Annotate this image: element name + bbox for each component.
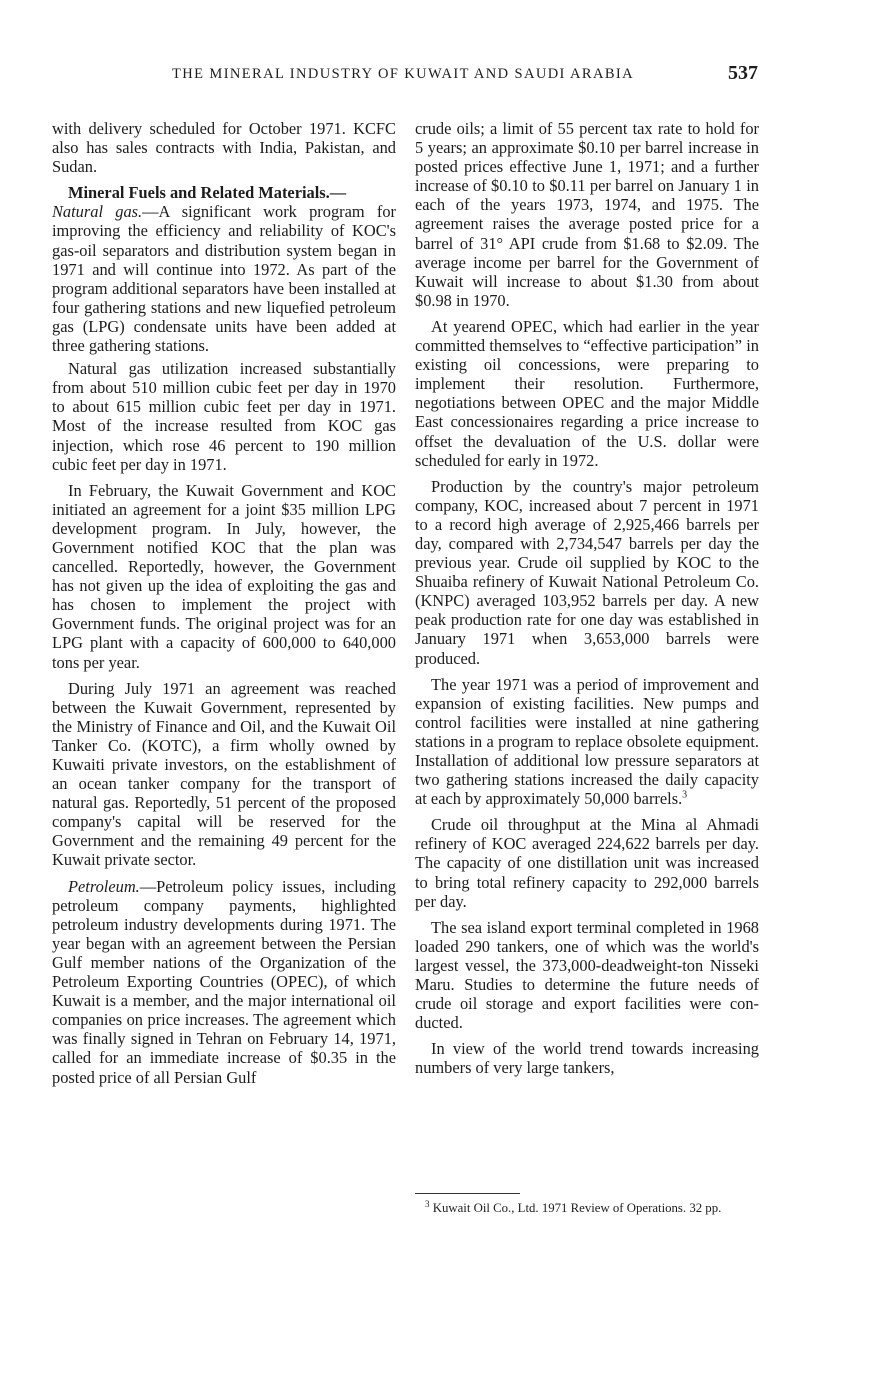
paragraph: with delivery scheduled for October 1971. KCFC also has sales contracts with India, Pakistan, and Sudan. xyxy=(52,119,396,177)
paragraph: Crude oil throughput at the Mina al Ahmadi refinery of KOC averaged 224,622 barrels per day. The capacity of one distillation unit was increased to bring total refinery capacity to 292,000 barrels per day. xyxy=(415,815,759,911)
running-header xyxy=(0,58,875,94)
paragraph: In February, the Kuwait Government and KOC initiated an agreement for a joint $35 million LPG development program. In July, however, the Government notified KOC that the plan was cancelled. Reportedly, however, the Government has not given up the idea of exploiting the gas and has chosen to implement the project with Government funds. The original project was for an LPG plant with a capacity of 600,000 to 640,000 tons per year. xyxy=(52,480,396,672)
footnote-marker: 3 xyxy=(425,1198,430,1209)
footnote xyxy=(415,1198,759,1216)
paragraph-natural-gas xyxy=(52,183,396,355)
paragraph: In view of the world trend towards increasing numbers of very large tankers, xyxy=(415,1039,759,1078)
page-number: 537 xyxy=(728,62,758,84)
paragraph: At yearend OPEC, which had earlier in the year committed themselves to “effective participation” in existing oil concessions, were preparing to implement their resolution. Furthermore, negotiations between OPEC and the major Middle East concessionaires regarding a price increase to offset the devaluation of the U.S. dollar were scheduled for early in 1972. xyxy=(415,316,759,470)
paragraph xyxy=(415,675,759,809)
subsection-heading: Petroleum. xyxy=(68,876,140,896)
subsection-heading: Natural gas. xyxy=(52,202,143,222)
paragraph-petroleum xyxy=(52,877,396,1087)
right-column xyxy=(415,119,759,1085)
footnote-text: Kuwait Oil Co., Ltd. 1971 Review of Operations. 32 pp. xyxy=(432,1201,722,1215)
footnote-reference: 3 xyxy=(682,789,688,801)
paragraph: The sea island export terminal completed in 1968 loaded 290 tankers, one of which was the world's largest vessel, the 373,000-deadweight-ton Nisseki Maru. Studies to determine the future needs of crude oil storage and export facilities were conducted. xyxy=(415,917,759,1033)
paragraph-text: —Petroleum policy issues, including petroleum company payments, highlighted petroleum industry developments during 1971. The year began with an agreement between the Persian Gulf member nations of the Organization of the Petroleum Exporting Countries (OPEC), of which Kuwait is a member, and the major international oil companies on price increases. The agreement which was finally signed in Tehran on February 14, 1971, called for an immediate increase of $0.35 in the posted price of all Persian Gulf xyxy=(52,876,396,1087)
left-column xyxy=(52,119,396,1094)
paragraph: During July 1971 an agreement was reached between the Kuwait Government, represented by the Ministry of Finance and Oil, and the Kuwait Oil Tanker Co. (KOTC), a firm wholly owned by Kuwaiti private investors, on the establishment of an ocean tanker company for the transport of natural gas. Reportedly, 51 percent of the proposed company's capital will be reserved for the Government and the remaining 49 percent for the Kuwait private sector. xyxy=(52,678,396,870)
paragraph-text: —A significant work program for improving the efficiency and reliability of KOC's gas-oil separators and distribution system began in 1971 and will continue into 1972. As part of the program additional separators have been installed at four gathering stations and new liquefied petroleum gas (LPG) condensate units have been added at three gathering stations. xyxy=(52,202,396,356)
paragraph: crude oils; a limit of 55 percent tax rate to hold for 5 years; an approximate $0.10 per barrel increase in posted prices effective June 1, 1971; and a further increase of $0.10 to $0.11 per barrel on January 1 in each of the years 1973, 1974, and 1975. The agreement raises the average posted price for a barrel of 31° API crude from $1.68 to $2.09. The average income per barrel for the Government of Kuwait will increase to about $1.30 from about $0.98 in 1970. xyxy=(415,119,759,310)
running-title: THE MINERAL INDUSTRY OF KUWAIT AND SAUDI ARABIA xyxy=(172,66,635,82)
paragraph: Production by the country's major petroleum company, KOC, increased about 7 percent in 1971 to a record high average of 2,925,466 barrels per day, compared with 2,734,547 barrels per day the previous year. Crude oil supplied by KOC to the Shuaiba refinery of Kuwait National Petroleum Co. (KNPC) averaged 103,952 barrels per day. A new peak production rate for one day was established in January 1971 when 3,653,000 barrels were produced. xyxy=(415,476,759,668)
section-heading: Mineral Fuels and Related Materials.— xyxy=(68,183,347,203)
paragraph: Natural gas utilization increased substantially from about 510 million cubic feet per day in 1970 to about 615 million cubic feet per day in 1971. Most of the increase resulted from KOC gas injection, which rose 46 percent to 190 million cubic feet per day in 1971. xyxy=(52,359,396,474)
paragraph-text: The year 1971 was a period of improvement and expansion of existing facilities. New pumps and control facilities were installed at nine gathering stations in a program to replace obsolete equipment. Installation of additional low pressure separators at two gathering stations increased the daily capacity at each by approximately 50,000 barrels. xyxy=(415,674,759,809)
footnote-divider xyxy=(415,1193,520,1194)
